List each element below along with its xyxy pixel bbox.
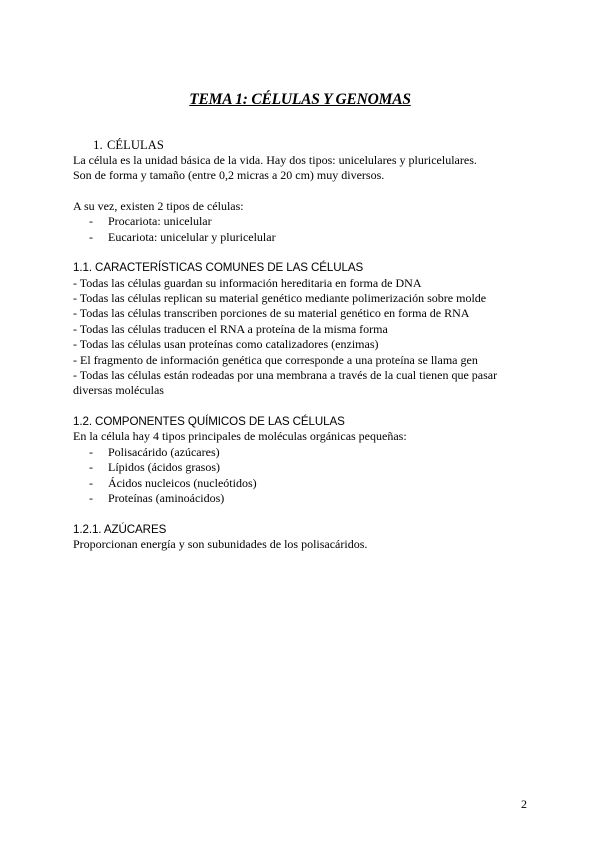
list-item bbox=[73, 460, 543, 475]
list-item-text: Proteínas (aminoácidos) bbox=[108, 491, 225, 506]
list-item bbox=[73, 230, 543, 245]
characteristic-line: - Todas las células guardan su información hereditaria en forma de DNA bbox=[73, 275, 422, 290]
section-1-number: 1. bbox=[93, 137, 103, 152]
characteristic-line: - Todas las células traducen el RNA a proteína de la misma forma bbox=[73, 321, 388, 336]
section-1-2-heading: 1.2. COMPONENTES QUÍMICOS DE LAS CÉLULAS bbox=[73, 414, 345, 428]
characteristic-line: - Todas las células replican su material genético mediante polimerización sobre molde bbox=[73, 291, 487, 306]
section-1-heading bbox=[73, 137, 543, 153]
list-item-text: Lípidos (ácidos grasos) bbox=[108, 460, 220, 475]
document-body bbox=[73, 137, 543, 553]
molecules-list bbox=[73, 445, 543, 507]
list-dash: - bbox=[89, 444, 93, 459]
list-item bbox=[73, 214, 543, 229]
cell-types-list bbox=[73, 214, 543, 245]
list-item-text: Eucariota: unicelular y pluricelular bbox=[108, 229, 276, 244]
list-item bbox=[73, 491, 543, 506]
list-dash: - bbox=[89, 491, 93, 506]
characteristic-line: - Todas las células usan proteínas como catalizadores (enzimas) bbox=[73, 337, 379, 352]
list-dash: - bbox=[89, 475, 93, 490]
list-dash: - bbox=[89, 460, 93, 475]
characteristic-line: - Todas las células transcriben porciones de su material genético en forma de RNA bbox=[73, 306, 470, 321]
section-1-line-2: Son de forma y tamaño (entre 0,2 micras a 20 cm) muy diversos. bbox=[73, 168, 385, 183]
section-1-2-intro: En la célula hay 4 tipos principales de moléculas orgánicas pequeñas: bbox=[73, 429, 407, 444]
page-number: 2 bbox=[521, 797, 527, 811]
section-1-1-heading: 1.1. CARACTERÍSTICAS COMUNES DE LAS CÉLULAS bbox=[73, 261, 364, 275]
characteristic-line: - El fragmento de información genética que corresponde a una proteína se llama gen bbox=[73, 352, 478, 367]
list-item-text: Procariota: unicelular bbox=[108, 214, 212, 229]
section-1-label: CÉLULAS bbox=[107, 138, 164, 152]
list-item bbox=[73, 445, 543, 460]
characteristic-line: - Todas las células están rodeadas por una membrana a través de la cual tienen que pasar bbox=[73, 368, 498, 383]
section-1-2-1-heading: 1.2.1. AZÚCARES bbox=[73, 522, 167, 536]
list-dash: - bbox=[89, 229, 93, 244]
characteristic-line: diversas moléculas bbox=[73, 383, 164, 398]
list-item bbox=[73, 476, 543, 491]
list-item-text: Ácidos nucleicos (nucleótidos) bbox=[108, 475, 257, 490]
section-1-line-1: La célula es la unidad básica de la vida. Hay dos tipos: unicelulares y pluricelulares. bbox=[73, 153, 477, 167]
list-item-text: Polisacárido (azúcares) bbox=[108, 444, 220, 459]
list-dash: - bbox=[89, 214, 93, 229]
cell-types-intro: A su vez, existen 2 tipos de células: bbox=[73, 198, 244, 213]
section-1-2-1-text: Proporcionan energía y son subunidades de los polisacáridos. bbox=[73, 537, 368, 552]
document-title: TEMA 1: CÉLULAS Y GENOMAS bbox=[189, 91, 411, 108]
